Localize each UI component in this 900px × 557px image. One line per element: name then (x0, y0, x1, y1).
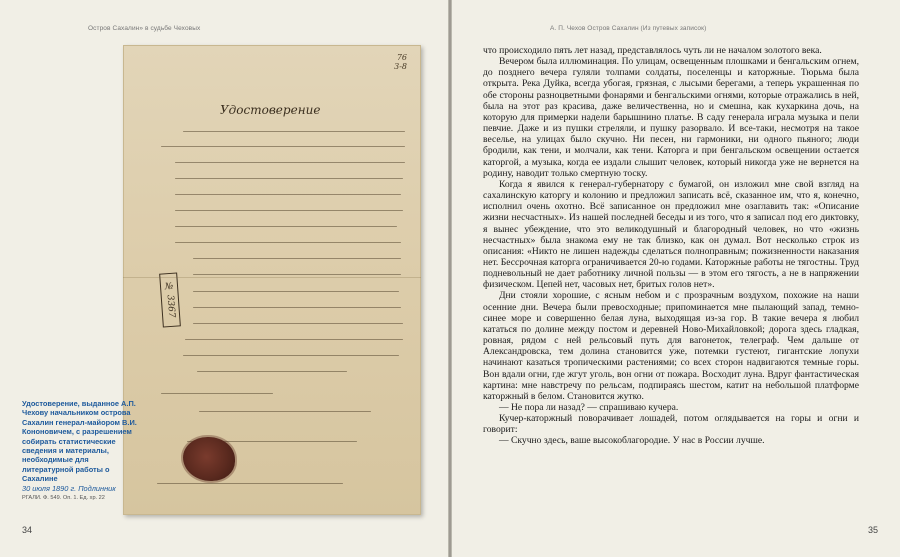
left-page (0, 0, 448, 557)
caption-date: 30 июля 1890 г. Подлинник (22, 483, 116, 493)
paragraph: что происходило пять лет назад, представлялось чуть ли не началом золотого века. (483, 45, 822, 56)
handwriting-line (193, 323, 403, 324)
handwriting-line (193, 274, 401, 275)
right-page-number: 35 (867, 525, 878, 535)
handwriting-line (175, 194, 401, 195)
paragraph: — Скучно здесь, ваше высокоблагородие. У нас в России лучше. (499, 435, 765, 447)
manuscript-photo (123, 45, 421, 515)
manuscript-corner-marks (394, 53, 407, 71)
figure-caption (22, 399, 140, 503)
paragraph: Когда я явился к генерал-губернатору с бумагой, он изложил мне свой взгляд на сахалинскую каторгу и колонию и предложил записать всё, сказанное им, что я, конечно, исполнил очень охотно. Всё записанное он предложил мне озаглавить так: «Описание жизни несчастных». Из нашей последней беседы и из того, что я записал под его диктовку, я вынес убеждение, что это великодушный и благородный человек, но что «жизнь несчастных» была знакома ему не так близко, как он думал. Вот несколько строк из описания: «Никто не лишен надежды сделаться полноправным; пожизненности наказания нет. Бессрочная каторга ограничивается 20-ю годами. Каторжные работы не тягостны. Труд подневольный не дает работнику личной пользы — в этом его тягость, а не в напряжении физическом. Цепей нет, часовых нет, бритых голов нет». (483, 178, 859, 291)
handwriting-line (193, 291, 399, 292)
handwriting-line (199, 411, 371, 412)
handwriting-line (183, 355, 399, 356)
paper-fold (123, 277, 421, 278)
paragraph: Кучер-каторжный поворачивает лошадей, потом оглядывается на горы и огни и говорит: (483, 413, 859, 436)
handwriting-line (185, 339, 403, 340)
left-page-number: 34 (22, 525, 33, 535)
handwriting-line (161, 146, 405, 147)
paragraph: Дни стояли хорошие, с ясным небом и с прозрачным воздухом, похожие на наши осенние дни. Вечера были превосходные; припоминается мне пылающий запад, темно-синее море и совершенно белая луна, выходящая из-за гор. В такие вечера я любил кататься по долине между постом и деревней Ново-Михайловкой; дорога здесь гладкая, ровная, рядом с ней рельсовый путь для вагонеток, телеграф. Чем дальше от Александровска, тем долина становится у́же, потемки густеют, гигантские лопухи начинают казаться тропическими растениями; со всех сторон надвигаются темные горы. Вон вдали огни, где жгут уголь, вон огни от пожара. Восходит луна. Вдруг фантастическая картина: мне навстречу по рельсам, подпираясь шестом, катит на небольшой платформе каторжный в белом. Становится жутко. (483, 290, 859, 402)
corner-mark: 76 (396, 53, 407, 62)
wax-seal (183, 437, 235, 481)
caption-text: Удостоверение, выданное А.П. Чехову начальником острова Сахалин генерал-майором В.И. Кононовичем, с разрешением собирать статистические сведения и материалы, необходимые для литературной работы о Сахалине (22, 399, 137, 484)
handwriting-line (193, 307, 401, 308)
paragraph: Вечером была иллюминация. По улицам, освещенным плошками и бенгальским огнем, до позднего вечера гуляли толпами солдаты, поселенцы и каторжные. Тюрьма была открыта. Река Дуйка, всегда убогая, грязная, с лысыми берегами, а теперь украшенная по обе стороны разноцветными фонарями и бенгальскими огнями, которые отражались в ней, была на этот раз красива, даже величественна, но и смешна, как кухаркина дочь, на которую для примерки надели барышнино платье. В саду генерала играла музыка и пели певчие. Даже и из пушки стреляли, и пушку разорвало. И все-таки, несмотря на такое веселье, на улицах было скучно. Ни песен, ни гармоники, ни одного пьяного; люди бродили, как тени, и молчали, как тени. Каторга и при бенгальском освещении остается каторгой, а музыка, когда ее издали слышит человек, который никогда уже не вернется на родину, наводит только смертную тоску. (483, 56, 859, 179)
handwriting-line (193, 258, 401, 259)
handwriting-line (197, 371, 347, 372)
handwriting-line (175, 162, 405, 163)
body-text (483, 45, 859, 447)
right-running-head: А. П. Чехов Остров Сахалин (Из путевых записок) (550, 25, 707, 32)
handwriting-line (175, 210, 403, 211)
left-running-head: Остров Сахалин» в судьбе Чеховых (88, 25, 201, 32)
manuscript-title: Удостоверение (220, 103, 321, 117)
handwriting-line (175, 226, 397, 227)
handwriting-line (161, 393, 273, 394)
handwriting-line (183, 131, 405, 132)
registration-stamp: № 3367 (159, 272, 181, 327)
handwriting-line (175, 178, 403, 179)
corner-mark: 3-8 (394, 62, 407, 71)
handwriting-line (175, 242, 401, 243)
caption-source: РГАЛИ. Ф. 549. Оп. 1. Ед. хр. 22 (22, 495, 105, 502)
paragraph: — Не пора ли назад? — спрашиваю кучера. (499, 402, 679, 413)
handwriting-line (157, 483, 343, 484)
